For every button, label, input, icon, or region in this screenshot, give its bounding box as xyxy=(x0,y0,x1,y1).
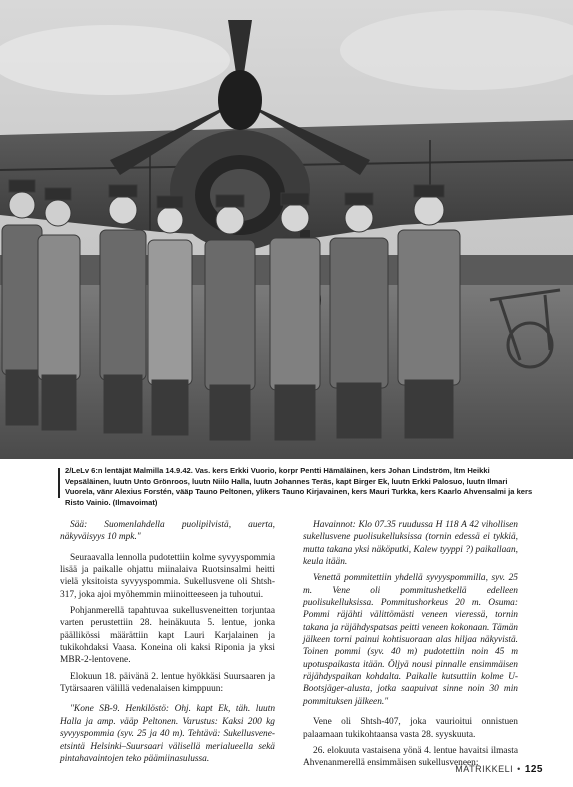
right-column xyxy=(303,519,518,774)
paragraph: Vene oli Shtsh-407, joka vaurioitui onnistuen palaamaan tukikohtaansa vasta 28. syyskuuta. xyxy=(303,717,518,740)
paragraph: "Kone SB-9. Henkilöstö: Ohj. kapt Ek, täh. luutn Halla ja amp. vääp Peltonen. Varustus: Kaksi 200 kg syvyyspommia (syv. 25 ja 40 m). Tehtävä: Sukellusvene-etsintä Helsinki–Suursaari välisellä merialueella sekä pintahavaintojen teko päämiinasulussa. xyxy=(60,704,275,764)
page-number: 125 xyxy=(524,764,543,775)
caption-marker xyxy=(58,468,60,498)
left-column xyxy=(60,519,275,769)
paragraph: Venettä pommitettiin yhdellä syvyyspommilla, syv. 25 m. Vene oli pommitushetkellä edelleen puolisukelluksissa. Pommitushorkeus 20 m. Osuma: Pommi räjähti välittömästi veneen vieressä, tornin takana ja räjähdyspatsas peitti veneen kokonaan. Tämän jälkeen torni painui kohtisuoraan alas hiljaa näkyvistä. Toinen pommi (syv. 40 m) pudotettiin noin 45 m upotuspaikasta itään. Öljyä nousi pinnalle ensimmäisen räjähdyspaikan kohdalta. Paikalle kutsuttiin kolme U-Bootsjäger-alusta, jotka saapuivat sinne noin 30 min pommituksen jälkeen." xyxy=(303,573,518,707)
paragraph: Havainnot: Klo 07.35 ruudussa H 118 A 42 vihollisen sukellusvene puolisukelluksissa (tornin edessä ei tykkiä, mutta takana yksi näköputki, Kalew tyyppi ?) paikallaan, keula itään. xyxy=(303,520,518,568)
footer-separator: • xyxy=(517,764,521,774)
paragraph: Pohjanmerellä tapahtuvaa sukellusveneitten torjuntaa varten perustettiin 28. heinäkuuta 5. lentue, jonka päällikössi määrättiin kapt Lauri Karjalainen ja tukikohdaksi Vaasa. Koneina oli kaksi Riponia ja yksi MBR-2-lentovene. xyxy=(60,606,275,666)
paragraph: Sää: Suomenlahdella puolipilvistä, auerta, näkyväisyys 10 mpk." xyxy=(60,520,275,543)
paragraph: Seuraavalla lennolla pudotettiin kolme syvyyspommia lisää ja paikalle ohjattu miinalaiva Ruotsinsalmi heitti vielä yksitoista syvyyspommia. Sukellusvene oli Shtsh-317, joka ajoi myöhemmin miinoitteeseen ja tuhoutui. xyxy=(60,552,275,600)
paragraph: Elokuun 18. päivänä 2. lentue hyökkäsi Suursaaren ja Tytärsaaren välillä vedenalaisen kimppuun: xyxy=(60,671,275,695)
paragraph: 26. elokuuta vastaisena yönä 4. lentue havaitsi ilmasta Ahvenanmerellä ensimmäisen sukellusveneen: xyxy=(303,745,518,769)
footer-section: MATRIKKELI xyxy=(455,764,514,774)
photo-caption: 2/LeLv 6:n lentäjät Malmilla 14.9.42. Vas. kers Erkki Vuorio, korpr Pentti Hämäläinen, kers Johan Lindström, ltm Heikki Vepsäläinen, luutn Unto Grönroos, luutn Niilo Halla, luutn Johannes Teräs, kapt Birger Ek, luutn Erkki Palosuo, luutn Ilmari Vuorela, vänr Alexius Forstén, vääp Tauno Peltonen, ylikers Tauno Kirjavainen, kers Mauri Turkka, kers Kaarlo Ahvensalmi ja kers Risto Vainio. (Ilmavoimat) xyxy=(65,466,533,507)
page-footer xyxy=(455,764,543,775)
